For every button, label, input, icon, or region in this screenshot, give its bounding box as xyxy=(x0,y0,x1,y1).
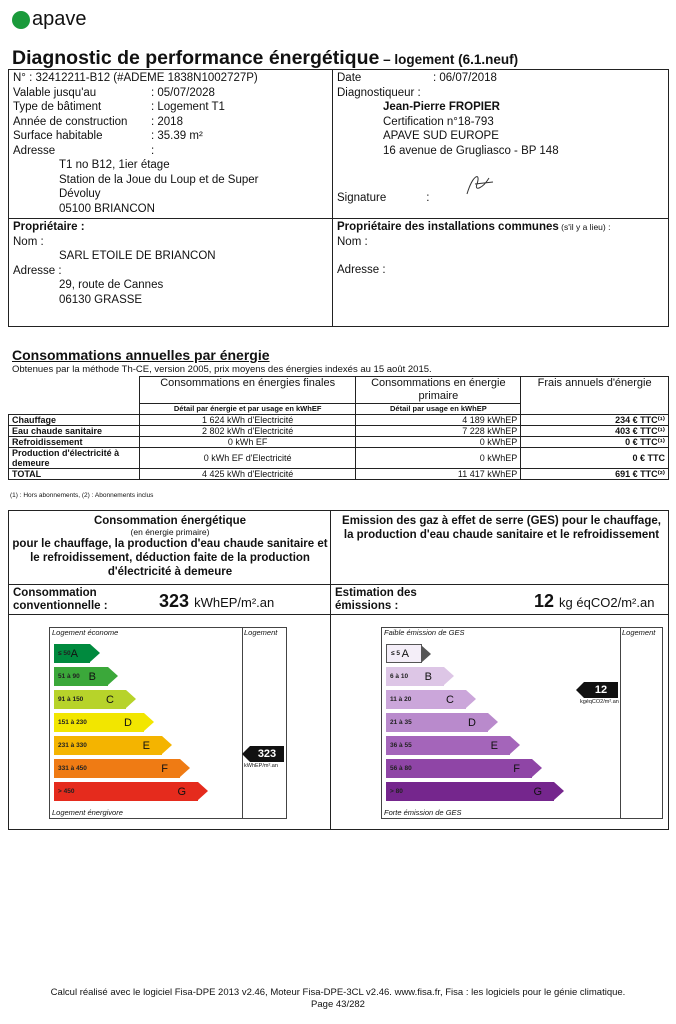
ges-bar-c xyxy=(386,690,466,709)
diagnostician-name: Jean-Pierre FROPIER xyxy=(383,101,500,113)
dpe-number: N° : 32412211-B12 (#ADEME 1838N1002727P) xyxy=(13,72,258,84)
bar-range: 151 à 230 xyxy=(58,719,87,726)
owner-name-label: Nom : xyxy=(13,235,44,248)
info-value: : 35.39 m² xyxy=(151,130,203,142)
common-owner-title: Propriétaire des installations communes xyxy=(337,221,559,233)
info-value: : 05/07/2028 xyxy=(151,86,215,99)
consumption-title: Consommations annuelles par énergie xyxy=(12,347,270,363)
info-row xyxy=(13,115,331,130)
row-cost: 234 € TTC⁽¹⁾ xyxy=(521,415,669,426)
energy-unit: kWhEP/m².an xyxy=(194,595,275,610)
bar-range: 231 à 330 xyxy=(58,742,87,749)
info-label: Année de construction xyxy=(13,115,128,128)
owner-address-line: 29, route de Cannes xyxy=(59,279,164,291)
ges-marker-unit: kgéqCO2/m².an xyxy=(580,699,619,705)
ges-marker-value: 12 xyxy=(584,682,618,698)
row-cost: 691 € TTC⁽²⁾ xyxy=(521,469,669,480)
consumption-table xyxy=(8,376,669,480)
ges-bar-d xyxy=(386,713,488,732)
energy-bottom-label: Logement énergivore xyxy=(52,808,123,817)
ges-bottom-label: Forte émission de GES xyxy=(384,808,462,817)
ges-value: 12 xyxy=(534,591,555,611)
table-row xyxy=(9,469,669,480)
subheader-final: Détail par énergie et par usage en kWhEF xyxy=(139,404,356,415)
ges-value-display xyxy=(534,591,654,612)
energy-bar-e xyxy=(54,736,162,755)
page-title xyxy=(12,47,518,70)
energy-bar-c xyxy=(54,690,126,709)
bar-range: ≤ 50 xyxy=(58,650,71,657)
energy-title: Consommation énergétique xyxy=(93,515,247,527)
row-final: 1 624 kWh d'Electricité xyxy=(139,415,356,426)
info-box xyxy=(8,69,669,219)
bar-letter: B xyxy=(88,670,96,683)
info-row xyxy=(13,100,331,115)
owner-address-label: Adresse : xyxy=(13,264,62,277)
address-line: T1 no B12, 1ier étage xyxy=(59,159,170,171)
info-row xyxy=(13,129,331,144)
header-final: Consommations en énergies finales xyxy=(139,377,356,404)
owner-box xyxy=(8,218,669,327)
address-line: Dévoluy xyxy=(59,188,101,200)
row-label: TOTAL xyxy=(9,469,140,480)
subheader-primary: Détail par usage en kWhEP xyxy=(356,404,521,415)
header-cost: Frais annuels d'énergie xyxy=(521,377,669,415)
common-owner-address-label: Adresse : xyxy=(337,264,386,276)
bar-letter: A xyxy=(70,647,78,660)
building-info xyxy=(13,71,331,216)
bar-letter: E xyxy=(490,739,498,752)
common-owner-name-label: Nom : xyxy=(337,235,368,248)
energy-value-display xyxy=(159,591,274,612)
diagnostician-line: APAVE SUD EUROPE xyxy=(383,130,499,142)
bar-range: > 80 xyxy=(390,788,403,795)
energy-paren: (en énergie primaire) xyxy=(130,527,210,537)
table-row xyxy=(9,437,669,448)
date-label: Date xyxy=(337,72,362,84)
signature-label: Signature : xyxy=(337,192,430,204)
energy-chart xyxy=(49,627,287,819)
bar-letter: C xyxy=(106,693,114,706)
energy-bar-b xyxy=(54,667,108,686)
energy-bar-g xyxy=(54,782,198,801)
info-label: Valable jusqu'au xyxy=(13,86,97,99)
address-line: Station de la Joue du Loup et de Super xyxy=(59,173,259,186)
owner-name: SARL ETOILE DE BRIANCON xyxy=(59,250,216,262)
bar-letter: F xyxy=(513,762,520,775)
date-value: : 06/07/2018 xyxy=(433,72,497,84)
energy-col-label: Logement xyxy=(244,628,278,637)
energy-marker-value: 323 xyxy=(250,746,284,762)
labels-box xyxy=(8,510,669,830)
energy-value: 323 xyxy=(159,591,190,611)
consumption-footnote: (1) : Hors abonnements, (2) : Abonnements inclus xyxy=(10,492,154,499)
bar-letter: C xyxy=(446,693,454,706)
table-row xyxy=(9,415,669,426)
info-label: Type de bâtiment xyxy=(13,101,102,113)
row-primary: 0 kWhEP xyxy=(356,448,521,469)
consumption-subtitle: Obtenues par la méthode Th-CE, version 2005, prix moyens des énergies indexés au 15 août 2015. xyxy=(12,364,432,375)
bar-range: 11 à 20 xyxy=(390,696,412,703)
logo-circle-icon xyxy=(12,11,30,29)
diagnostician-label: Diagnostiqueur : xyxy=(337,86,421,99)
owner-address-line: 06130 GRASSE xyxy=(59,293,143,306)
bar-range: 56 à 80 xyxy=(390,765,412,772)
owner-info xyxy=(13,220,216,307)
ges-top-label: Faible émission de GES xyxy=(384,628,465,637)
info-value: : 2018 xyxy=(151,115,183,128)
energy-bar-f xyxy=(54,759,180,778)
common-owner-note: (s'il y a lieu) : xyxy=(558,222,611,232)
bar-range: 51 à 90 xyxy=(58,673,80,680)
address-line: 05100 BRIANCON xyxy=(59,202,155,215)
apave-logo xyxy=(12,8,87,31)
row-label: Chauffage xyxy=(9,415,140,426)
bar-letter: F xyxy=(161,762,168,775)
row-final: 2 802 kWh d'Electricité xyxy=(139,426,356,437)
bar-range: 91 à 150 xyxy=(58,696,84,703)
row-label: Production d'électricité à demeure xyxy=(9,448,140,469)
owner-title: Propriétaire : xyxy=(13,221,85,233)
row-cost: 0 € TTC xyxy=(521,448,669,469)
row-primary: 7 228 kWhEP xyxy=(356,426,521,437)
info-value: : Logement T1 xyxy=(151,101,225,113)
bar-letter: G xyxy=(177,785,186,798)
bar-letter: A xyxy=(401,647,409,660)
bar-letter: D xyxy=(468,716,476,729)
info-value: : xyxy=(151,144,155,157)
ges-bar-b xyxy=(386,667,444,686)
footer xyxy=(0,987,676,1011)
bar-letter: G xyxy=(533,785,542,798)
bar-range: 36 à 55 xyxy=(390,742,412,749)
row-primary: 0 kWhEP xyxy=(356,437,521,448)
info-row xyxy=(13,144,331,159)
energy-top-label: Logement économe xyxy=(52,628,119,637)
ges-unit: kg éqCO2/m².an xyxy=(559,595,655,610)
bar-letter: D xyxy=(124,716,132,729)
row-primary: 4 189 kWhEP xyxy=(356,415,521,426)
info-label: Surface habitable xyxy=(13,130,103,142)
energy-marker xyxy=(242,742,286,769)
table-row xyxy=(9,448,669,469)
energy-bar-d xyxy=(54,713,144,732)
row-final: 0 kWh EF xyxy=(139,437,356,448)
diagnostician-line: 16 avenue de Grugliasco - BP 148 xyxy=(383,144,559,157)
diagnostician-info xyxy=(337,71,667,158)
row-cost: 403 € TTC⁽¹⁾ xyxy=(521,426,669,437)
energy-header xyxy=(11,514,329,579)
info-row xyxy=(13,86,331,101)
bar-letter: B xyxy=(424,670,432,683)
common-owner-info xyxy=(337,220,610,278)
footer-line1: Calcul réalisé avec le logiciel Fisa-DPE 2013 v2.46, Moteur Fisa-DPE-3CL v2.46. www.fisa.fr, Fisa : les logiciels pour le génie climatique. xyxy=(50,987,626,998)
ges-col-label: Logement xyxy=(622,628,656,637)
row-label: Refroidissement xyxy=(9,437,140,448)
row-final: 4 425 kWh d'Electricité xyxy=(139,469,356,480)
energy-conv-label: Consommation conventionnelle : xyxy=(13,587,108,612)
ges-marker xyxy=(576,678,620,705)
ges-bar-e xyxy=(386,736,510,755)
row-final: 0 kWh EF d'Electricité xyxy=(139,448,356,469)
diagnostician-line: Certification n°18-793 xyxy=(383,115,494,128)
bar-range: 21 à 35 xyxy=(390,719,412,726)
ges-bar-f xyxy=(386,759,532,778)
header-primary: Consommations en énergie primaire xyxy=(356,377,521,404)
title-main: Diagnostic de performance énergétique xyxy=(12,47,380,69)
ges-est-label: Estimation des émissions : xyxy=(335,587,417,612)
energy-bar-a xyxy=(54,644,90,663)
bar-range: 331 à 450 xyxy=(58,765,87,772)
logo-text: apave xyxy=(32,8,87,30)
ges-chart xyxy=(381,627,663,819)
ges-bar-a xyxy=(386,644,422,663)
energy-desc: pour le chauffage, la production d'eau chaude sanitaire et le refroidissement, déduction faite de la production d'électricité à demeure xyxy=(12,538,328,578)
footer-page: Page 43/282 xyxy=(311,999,365,1010)
energy-marker-unit: kWhEP/m².an xyxy=(244,763,278,769)
row-label: Eau chaude sanitaire xyxy=(9,426,140,437)
row-cost: 0 € TTC⁽¹⁾ xyxy=(521,437,669,448)
info-label: Adresse xyxy=(13,144,56,157)
bar-range: 6 à 10 xyxy=(390,673,409,680)
table-row xyxy=(9,426,669,437)
bar-range: ≤ 5 xyxy=(391,650,400,657)
bar-range: > 450 xyxy=(58,788,75,795)
title-sub: – logement (6.1.neuf) xyxy=(379,52,519,67)
signature-icon xyxy=(459,170,499,200)
row-primary: 11 417 kWhEP xyxy=(356,469,521,480)
ges-title: Emission des gaz à effet de serre (GES) pour le chauffage, la production d'eau chaude sanitaire et le refroidissement xyxy=(342,515,661,541)
ges-bar-g xyxy=(386,782,554,801)
bar-letter: E xyxy=(142,739,150,752)
